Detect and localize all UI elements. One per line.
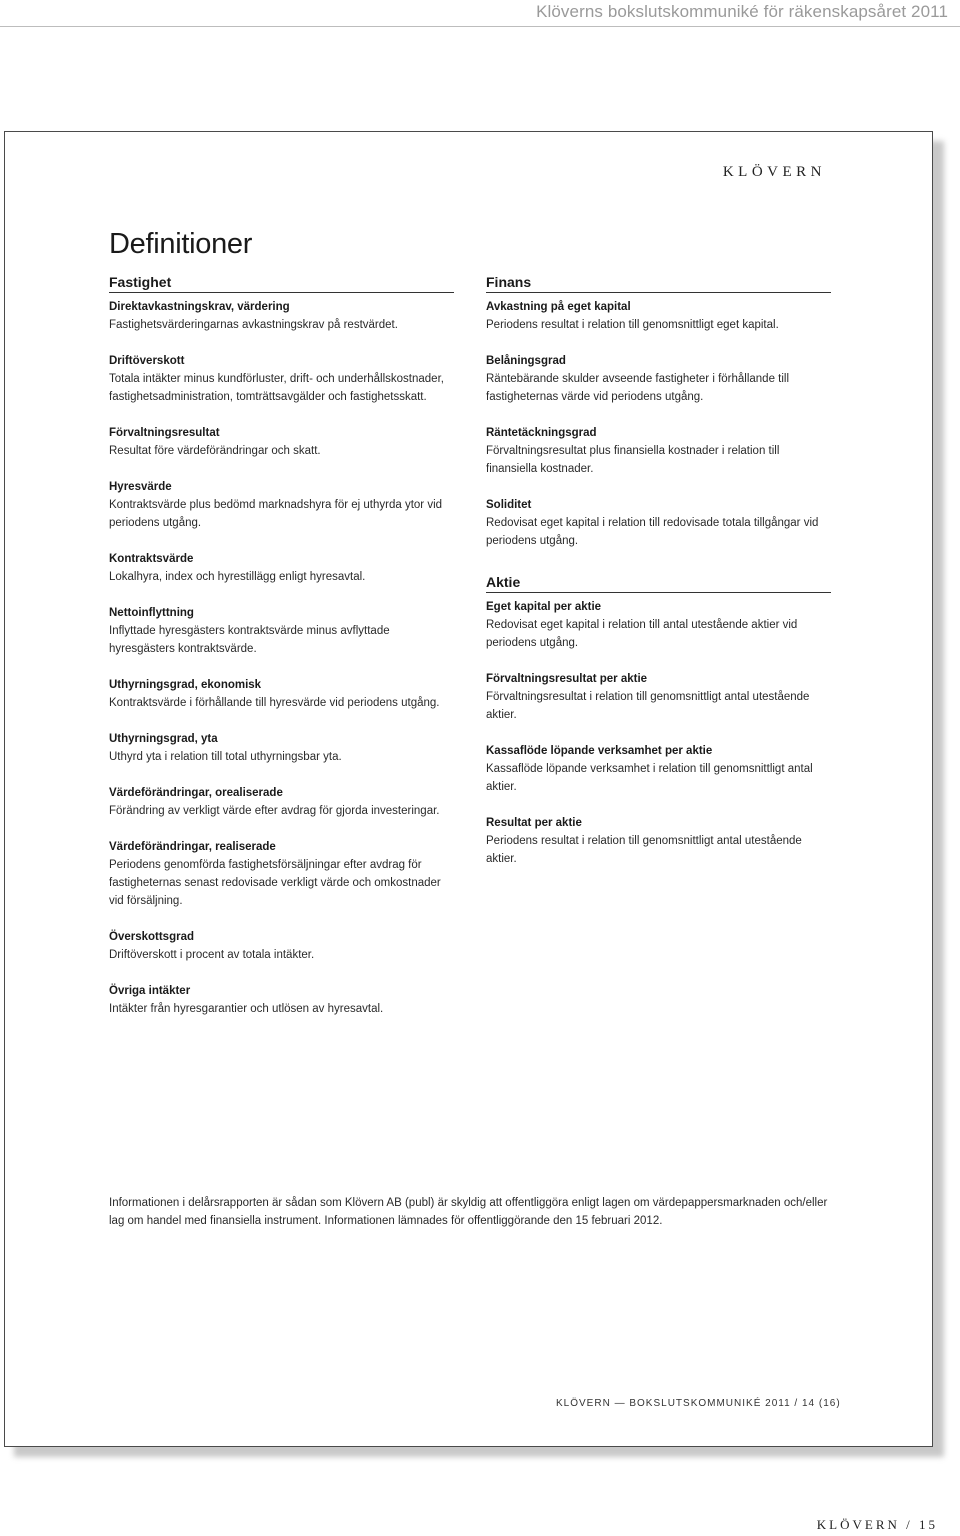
definition-text: Inflyttade hyresgästers kontraktsvärde minus avflyttade hyresgästers kontraktsvärde. xyxy=(109,625,390,655)
definition-term: Värdeförändringar, realiserade xyxy=(109,841,276,853)
definition-term: Direktavkastningskrav, värdering xyxy=(109,301,290,313)
disclaimer-text: Informationen i delårsrapporten är sådan som Klövern AB (publ) är skyldig att offentliggöra enligt lagen om värdepappersmarknaden och/eller lag om handel med finansiella instrument. Informationen lämnades för offentliggörande den 15 februari 2012. xyxy=(109,1197,828,1227)
definition-text: Periodens genomförda fastighetsförsäljningar efter avdrag för fastigheternas senast redovisade verkligt värde och omkostnader vid försäljning. xyxy=(109,859,441,907)
definition-text: Kontraktsvärde plus bedömd marknadshyra för ej uthyrda ytor vid periodens utgång. xyxy=(109,499,443,529)
definition-term: Avkastning på eget kapital xyxy=(486,301,631,313)
definition-term: Överskottsgrad xyxy=(109,931,195,943)
definition-term: Kassaflöde löpande verksamhet per aktie xyxy=(486,745,713,757)
definition-text: Förvaltningsresultat plus finansiella kostnader i relation till finansiella kostnader. xyxy=(486,445,780,475)
section-aktie xyxy=(486,574,831,868)
definition-term: Resultat per aktie xyxy=(486,817,582,829)
document-header xyxy=(0,0,960,27)
definition-term: Nettoinflyttning xyxy=(109,607,194,619)
page-title: Definitioner xyxy=(109,228,253,260)
definition-text: Förändring av verkligt värde efter avdrag för gjorda investeringar. xyxy=(109,805,440,817)
section-heading: Finans xyxy=(486,274,831,293)
definition-item xyxy=(109,550,454,586)
definition-item xyxy=(486,424,831,478)
definition-item xyxy=(109,838,454,910)
definition-item xyxy=(486,298,831,334)
section-heading: Fastighet xyxy=(109,274,454,293)
definition-term: Hyresvärde xyxy=(109,481,172,493)
definition-text: Periodens resultat i relation till genomsnittligt eget kapital. xyxy=(486,319,779,331)
definition-item xyxy=(109,604,454,658)
definition-term: Kontraktsvärde xyxy=(109,553,194,565)
definition-term: Eget kapital per aktie xyxy=(486,601,602,613)
section-fastighet xyxy=(109,274,454,1018)
left-column xyxy=(109,274,454,1042)
definition-text: Kontraktsvärde i förhållande till hyresvärde vid periodens utgång. xyxy=(109,697,440,709)
definition-item xyxy=(109,424,454,460)
definition-item xyxy=(109,982,454,1018)
definition-text: Räntebärande skulder avseende fastigheter i förhållande till fastigheternas värde vid periodens utgång. xyxy=(486,373,790,403)
definition-term: Uthyrningsgrad, ekonomisk xyxy=(109,679,262,691)
definition-term: Räntetäckningsgrad xyxy=(486,427,597,439)
document-title: Klöverns bokslutskommuniké för räkenskapsåret 2011 xyxy=(536,2,948,21)
definition-item xyxy=(109,478,454,532)
right-column xyxy=(486,274,831,892)
definition-term: Övriga intäkter xyxy=(109,985,191,997)
definition-term: Förvaltningsresultat per aktie xyxy=(486,673,648,685)
definition-item xyxy=(109,730,454,766)
definition-item xyxy=(486,742,831,796)
definition-text: Resultat före värdeförändringar och skatt. xyxy=(109,445,321,457)
definition-term: Värdeförändringar, orealiserade xyxy=(109,787,283,799)
definition-text: Redovisat eget kapital i relation till antal utestående aktier vid periodens utgång. xyxy=(486,619,798,649)
definition-text: Driftöverskott i procent av totala intäkter. xyxy=(109,949,315,961)
definition-item xyxy=(486,598,831,652)
definition-item xyxy=(486,814,831,868)
definition-term: Soliditet xyxy=(486,499,532,511)
definition-item xyxy=(109,784,454,820)
definition-text: Periodens resultat i relation till genomsnittligt antal utestående aktier. xyxy=(486,835,802,865)
definition-item xyxy=(109,352,454,406)
definition-text: Uthyrd yta i relation till total uthyrningsbar yta. xyxy=(109,751,342,763)
definition-item xyxy=(109,298,454,334)
definition-text: Lokalhyra, index och hyrestillägg enligt hyresavtal. xyxy=(109,571,366,583)
definition-term: Belåningsgrad xyxy=(486,355,566,367)
definition-text: Redovisat eget kapital i relation till redovisade totala tillgångar vid periodens utgång. xyxy=(486,517,819,547)
section-heading: Aktie xyxy=(486,574,831,593)
document-footer: KLÖVERN / 15 xyxy=(816,1517,938,1532)
definition-item xyxy=(109,928,454,964)
definition-text: Fastighetsvärderingarnas avkastningskrav på restvärdet. xyxy=(109,319,398,331)
definition-text: Förvaltningsresultat i relation till genomsnittligt antal utestående aktier. xyxy=(486,691,810,721)
definition-text: Kassaflöde löpande verksamhet i relation till genomsnittligt antal aktier. xyxy=(486,763,813,793)
definition-term: Förvaltningsresultat xyxy=(109,427,220,439)
definition-item xyxy=(486,670,831,724)
definition-item xyxy=(486,352,831,406)
definition-term: Driftöverskott xyxy=(109,355,185,367)
embedded-page xyxy=(4,131,933,1447)
klovern-logo: KLÖVERN xyxy=(722,164,826,180)
definition-text: Intäkter från hyresgarantier och utlösen av hyresavtal. xyxy=(109,1003,384,1015)
page-footer: KLÖVERN — BOKSLUTSKOMMUNIKÉ 2011 / 14 (16) xyxy=(556,1398,841,1409)
definition-item xyxy=(486,496,831,550)
definition-text: Totala intäkter minus kundförluster, drift- och underhållskostnader, fastighetsadministration, tomträttsavgälder och fastighetsskatt. xyxy=(109,373,444,403)
section-finans xyxy=(486,274,831,550)
definition-term: Uthyrningsgrad, yta xyxy=(109,733,218,745)
definition-item xyxy=(109,676,454,712)
